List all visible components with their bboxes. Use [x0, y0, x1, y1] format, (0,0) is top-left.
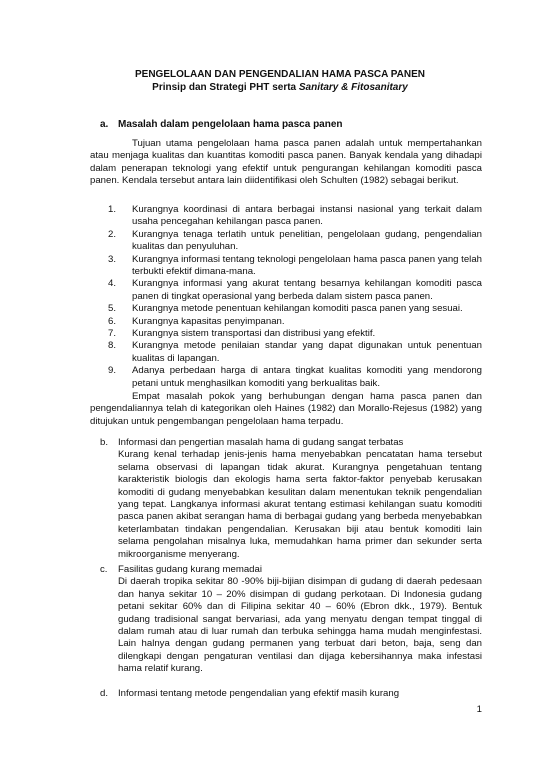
- section-d-label: d.: [100, 688, 109, 699]
- subtitle-prefix: Prinsip dan Strategi PHT serta: [152, 82, 299, 93]
- list-item: [108, 204, 482, 229]
- list-number: 1.: [108, 204, 117, 215]
- section-c-label: c.: [100, 564, 108, 575]
- list-number: 2.: [108, 228, 117, 240]
- list-item-text: Kurangnya kapasitas penyimpanan.: [132, 315, 285, 327]
- list-item: [108, 340, 482, 365]
- document-title: PENGELOLAAN DAN PENGENDALIAN HAMA PASCA PANEN: [134, 69, 425, 80]
- list-item-text: Kurangnya metode penilaian standar yang dapat digunakan untuk penentuan kualitas di lapangan.: [132, 340, 482, 364]
- list-item: [108, 228, 482, 254]
- intro-paragraph-text: Tujuan utama pengelolaan hama pasca panen adalah untuk mempertahankan atau menjaga kualitas dan kuantitas komoditi pasca panen. Banyak kendala yang dihadapi dalam penerapan teknologi yang efektif untuk pengurangan kehilangan komoditi pasca panen. Kendala tersebut antara lain diidentifikasi oleh Schulten (1982) sebagai berikut.: [90, 138, 482, 187]
- list-item-text: Adanya perbedaan harga di antara tingkat kualitas komoditi yang mendorong petani untuk menghasilkan komoditi yang berkualitas baik.: [132, 365, 482, 389]
- list-item-text: Kurangnya metode penentuan kehilangan komoditi pasca panen yang sesuai.: [132, 303, 463, 315]
- section-d-heading: Informasi tentang metode pengendalian yang efektif masih kurang: [118, 688, 400, 699]
- section-c: [100, 564, 482, 676]
- list-item: [108, 278, 482, 303]
- list-item-text: Kurangnya tenaga terlatih untuk penelitian, pengelolaan gudang, pengendalian kualitas dan penyuluhan.: [132, 228, 482, 253]
- constraints-list: [108, 204, 482, 390]
- list-item-text: Kurangnya informasi yang akurat tentang besarnya kehilangan komoditi pasca panen di tingkat operasional yang berbeda dalam sistem pasca panen.: [132, 278, 482, 302]
- section-c-body: Di daerah tropika sekitar 80 -90% biji-bijian disimpan di gudang di daerah pedesaan dan hanya sekitar 10 – 20% disimpan di gudang perkotaan. Di Indonesia gudang petani sekitar 60% dan di Filipina sekitar 40 – 60% (Ebron dkk., 1979). Bentuk gudang tradisional sangat bervariasi, ada yang menyatu dengan tempat tinggal di dalam rumah atau di luar rumah dan terbuka sehingga hama mudah menginfestasi. Lain halnya dengan gudang permanen yang terbuat dari beton, baja, seng dan dilengkapi dengan pengaturan ventilasi dan dijaga kebersihannya maka infestasi hama relatif kurang.: [118, 576, 482, 675]
- list-number: 8.: [108, 340, 117, 352]
- list-item: [108, 303, 482, 315]
- list-number: 5.: [108, 303, 117, 315]
- list-number: 6.: [108, 315, 117, 327]
- section-a-title: Masalah dalam pengelolaan hama pasca panen: [118, 119, 343, 130]
- section-a-label: a.: [100, 119, 109, 130]
- list-number: 3.: [108, 253, 117, 265]
- section-a-heading: [100, 119, 343, 131]
- intro-paragraph: [90, 138, 482, 188]
- list-number: 9.: [108, 365, 117, 377]
- section-b: [100, 437, 482, 561]
- list-item: [108, 365, 482, 390]
- list-number: 4.: [108, 278, 117, 290]
- section-b-heading: Informasi dan pengertian masalah hama di gudang sangat terbatas: [118, 437, 404, 448]
- list-item-text: Kurangnya koordinasi di antara berbagai instansi nasional yang terkait dalam usaha pencegahan kehilangan pasca panen.: [132, 204, 482, 228]
- list-item: [108, 315, 482, 328]
- list-item: [108, 328, 482, 340]
- problems-paragraph-text: Empat masalah pokok yang berhubungan dengan hama pasca panen dan pengendaliannya telah di kategorikan oleh Haines (1982) dan Morallo-Rejesus (1982) yang ditujukan untuk pengembangan pengelolaan hama terpadu.: [90, 391, 482, 427]
- document-subtitle: [80, 81, 480, 94]
- problems-paragraph: [90, 391, 482, 428]
- section-c-heading: Fasilitas gudang kurang memadai: [118, 564, 262, 575]
- section-d: [100, 688, 482, 700]
- list-item-text: Kurangnya informasi tentang teknologi pengelolaan hama pasca panen yang telah terbukti efektif dimana-mana.: [132, 253, 482, 278]
- list-item-text: Kurangnya sistem transportasi dan distribusi yang efektif.: [132, 328, 376, 340]
- section-b-label: b.: [100, 437, 109, 448]
- list-item: [108, 253, 482, 279]
- section-b-body: Kurang kenal terhadap jenis-jenis hama menyebabkan pencatatan hama tersebut selama observasi di lapangan tidak akurat. Kurangnya pengetahuan tentang karakteristik biologis dan ekologis hama serta faktor-faktor penyebab kerusakan komoditi di gudang menyebabkan kesulitan dalam menentukan teknik pengendalian yang tepat. Langkanya informasi akurat tentang estimasi kehilangan suatu komoditi pasca panen akibat serangan hama di berbagai gudang yang berbeda menyebabkan keterlambatan tindakan pengendalian. Kerusakan biji atau bentuk komoditi lain selama pengolahan misalnya luka, memudahkan hama primer dan sekunder serta mikroorganisme menyerang.: [118, 449, 482, 560]
- page-number: 1: [476, 704, 482, 715]
- subtitle-italic: Sanitary & Fitosanitary: [298, 82, 408, 93]
- list-number: 7.: [108, 328, 117, 340]
